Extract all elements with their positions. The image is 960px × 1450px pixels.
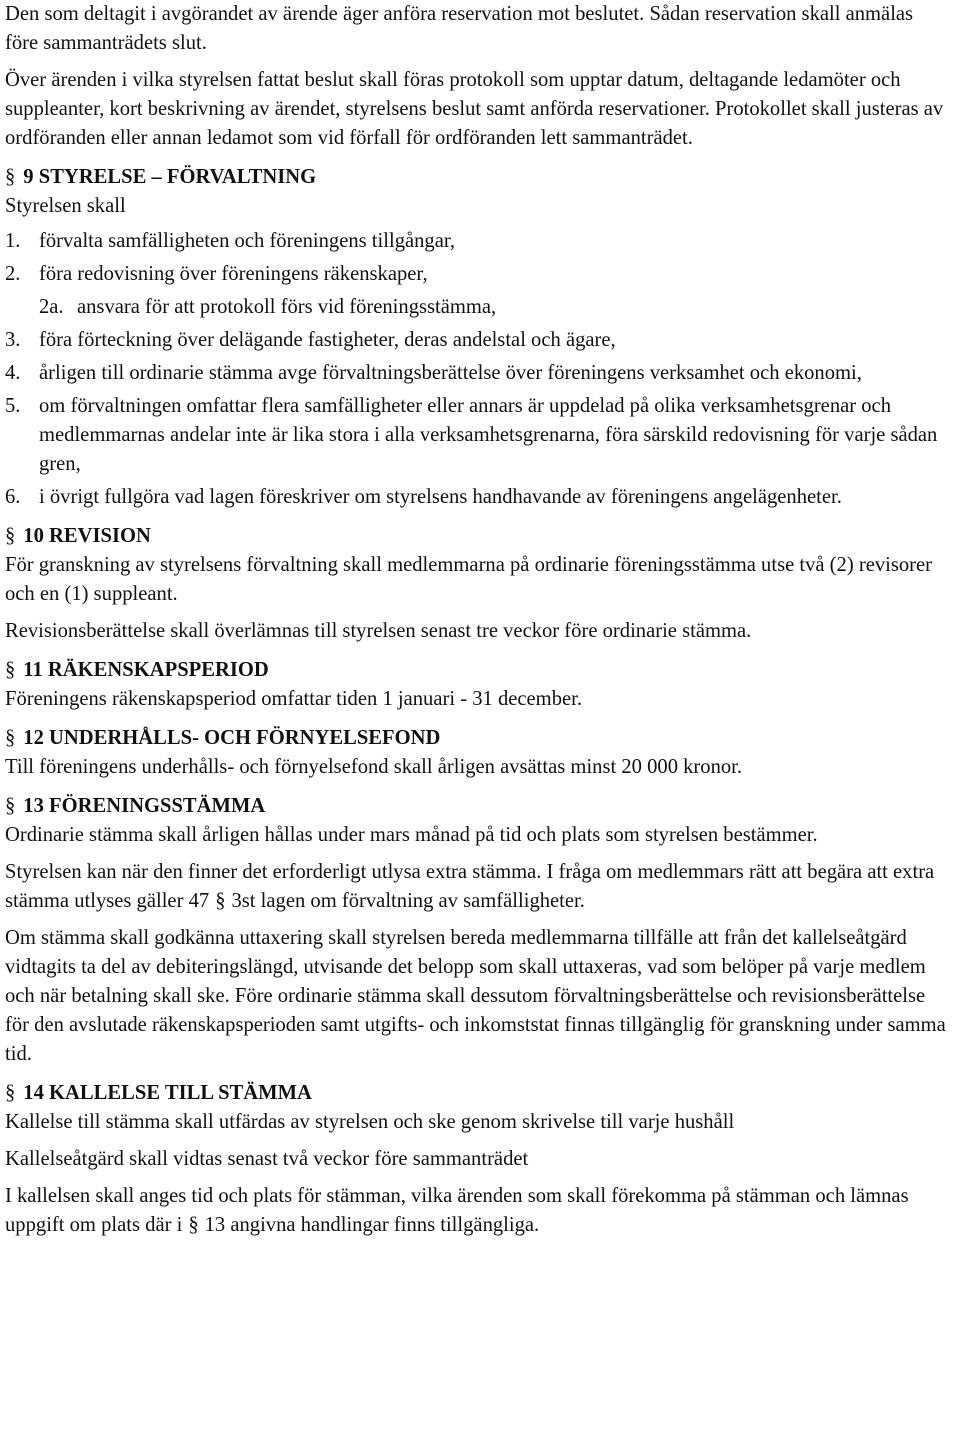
section-symbol: §: [5, 1082, 16, 1104]
section-10-paragraph-1: För granskning av styrelsens förvaltning skall medlemmarna på ordinarie föreningsstämma utse två (2) revisorer och en (1) suppleant.: [5, 554, 933, 605]
list-item: [5, 227, 950, 256]
section-symbol: §: [188, 1214, 199, 1236]
list-item-text: om förvaltningen omfattar flera samfälligheter eller annars är uppdelad på olika verksamhetsgrenar och medlemmarnas andelar inte är lika stora i alla verksamhetsgrenarna, föra särskild redovisning för varje sådan gren,: [39, 395, 938, 475]
section-14-paragraph-2: Kallelseåtgärd skall vidtas senast två veckor före sammanträdet: [5, 1148, 529, 1170]
list-item-number: 2a.: [39, 296, 64, 318]
section-symbol: §: [5, 166, 16, 188]
list-item-text: årligen till ordinarie stämma avge förvaltningsberättelse över föreningens verksamhet och ekonomi,: [39, 362, 862, 384]
section-14-heading: [5, 1079, 950, 1108]
section-9-title: 9 STYRELSE – FÖRVALTNING: [23, 166, 317, 188]
list-item-text: föra redovisning över föreningens räkenskaper,: [39, 263, 428, 285]
section-12-title: 12 UNDERHÅLLS- OCH FÖRNYELSEFOND: [23, 727, 441, 749]
list-item-number: 1.: [5, 230, 21, 252]
intro-paragraph-2: Över ärenden i vilka styrelsen fattat beslut skall föras protokoll som upptar datum, deltagande ledamöter och suppleanter, kort beskrivning av ärendet, styrelsens beslut samt anförda reservationer. Protokollet skall justeras av ordföranden eller annan ledamot som vid förfall för ordföranden lett sammanträdet.: [5, 69, 944, 149]
list-item-number: 4.: [5, 362, 21, 384]
intro-paragraph-1: Den som deltagit i avgörandet av ärende äger anföra reservation mot beslutet. Sådan reservation skall anmälas före sammanträdets slut.: [5, 3, 914, 54]
section-13-paragraph-1: Ordinarie stämma skall årligen hållas under mars månad på tid och plats som styrelsen bestämmer.: [5, 824, 818, 846]
section-13-paragraph-3: Om stämma skall godkänna uttaxering skall styrelsen bereda medlemmarna tillfälle att från det kallelseåtgärd vidtagits ta del av debiteringslängd, utvisande det belopp som skall uttaxeras, vad som belöper på varje medlem och när betalning skall ske. Före ordinarie stämma skall dessutom förvaltningsberättelse och revisionsberättelse för den avslutade räkenskapsperioden samt utgifts- och inkomststat finnas tillgänglig för granskning under samma tid.: [5, 927, 946, 1065]
list-item: [5, 483, 950, 512]
section-14-title: 14 KALLELSE TILL STÄMMA: [23, 1082, 312, 1104]
list-item: [5, 326, 950, 355]
paragraph-text: 13 angivna handlingar finns tillgängliga.: [204, 1214, 540, 1236]
section-11-title: 11 RÄKENSKAPSPERIOD: [23, 659, 269, 681]
section-symbol: §: [5, 525, 16, 547]
section-13-paragraph-2: [5, 858, 950, 916]
section-14-paragraph-1: Kallelse till stämma skall utfärdas av styrelsen och ske genom skrivelse till varje hushåll: [5, 1111, 735, 1133]
section-symbol: §: [5, 795, 16, 817]
list-item-number: 2.: [5, 263, 21, 285]
section-10-heading: [5, 522, 950, 551]
section-symbol: §: [215, 890, 226, 912]
section-14-paragraph-3: [5, 1182, 950, 1240]
list-item-number: 3.: [5, 329, 21, 351]
list-item-text: ansvara för att protokoll förs vid föreningsstämma,: [77, 296, 497, 318]
list-item-text: föra förteckning över delägande fastigheter, deras andelstal och ägare,: [39, 329, 616, 351]
section-symbol: §: [5, 727, 16, 749]
section-13-heading: [5, 792, 950, 821]
section-9-list: [5, 227, 950, 512]
section-9-heading: [5, 163, 950, 192]
section-11-heading: [5, 656, 950, 685]
list-item-number: 5.: [5, 395, 21, 417]
section-symbol: §: [5, 659, 16, 681]
list-item-number: 6.: [5, 486, 21, 508]
list-item: [5, 260, 950, 289]
section-9-lead: Styrelsen skall: [5, 195, 126, 217]
paragraph-text: I kallelsen skall anges tid och plats för stämman, vilka ärenden som skall förekomma på stämman och lämnas uppgift om plats där i: [5, 1185, 909, 1236]
section-10-title: 10 REVISION: [23, 525, 151, 547]
section-10-paragraph-2: Revisionsberättelse skall överlämnas till styrelsen senast tre veckor före ordinarie stämma.: [5, 620, 752, 642]
section-11-paragraph-1: Föreningens räkenskapsperiod omfattar tiden 1 januari - 31 december.: [5, 688, 583, 710]
list-item-text: förvalta samfälligheten och föreningens tillgångar,: [39, 230, 456, 252]
section-12-paragraph-1: Till föreningens underhålls- och förnyelsefond skall årligen avsättas minst 20 000 kronor.: [5, 756, 743, 778]
paragraph-text: 3st lagen om förvaltning av samfälligheter.: [231, 890, 585, 912]
list-item: [5, 359, 950, 388]
paragraph-text: Styrelsen kan när den finner det erforderligt utlysa extra stämma. I fråga om medlemmars rätt att begära att extra stämma utlyses gäller 47: [5, 861, 935, 912]
list-item-text: i övrigt fullgöra vad lagen föreskriver om styrelsens handhavande av föreningens angelägenheter.: [39, 486, 842, 508]
section-13-title: 13 FÖRENINGSSTÄMMA: [23, 795, 266, 817]
section-12-heading: [5, 724, 950, 753]
list-item: [5, 293, 950, 322]
list-item: [5, 392, 950, 479]
